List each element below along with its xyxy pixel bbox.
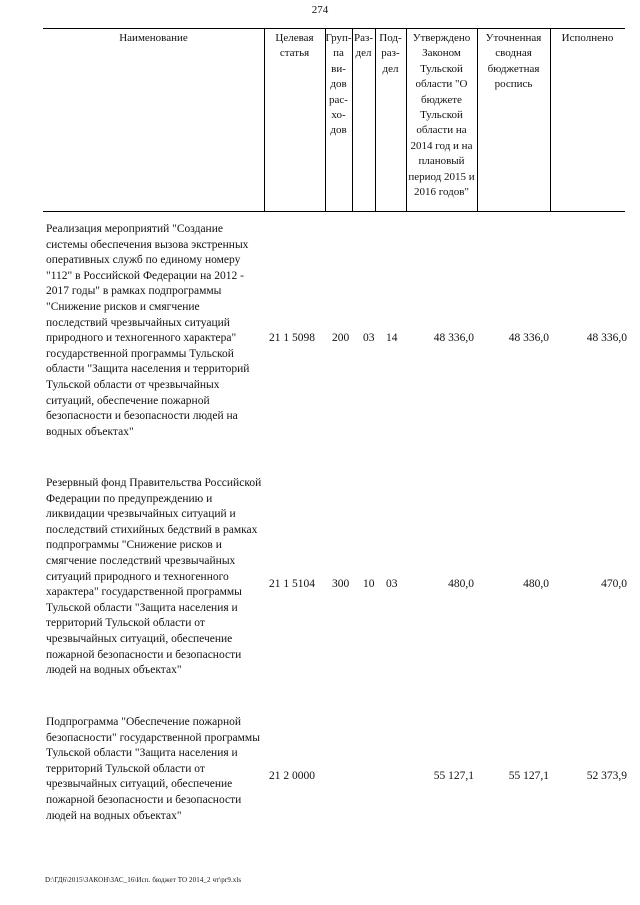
header-name: Наименование [119,32,188,44]
header-refined: Уточненная сводная бюджетная роспись [485,32,542,91]
row-expense-group: 200 [332,332,350,344]
table-header [43,28,625,212]
row-name: Резервный фонд Правительства Российской Федерации по предупреждению и ликвидации чрезвычайных ситуаций и последствий стихийных бедствий в рамках подпрограммы "Снижение рисков и смягчение последствий чрезвычайных ситуаций природного и техногенного характера" государственной программы Тульской области "Защита населения и территорий Тульской области от чрезвычайных ситуаций, обеспечение пожарной безопасности и безопасности людей на водных объектах" [46,477,262,677]
footer-file-path: D:\ГД6\2015\ЗАКОН\ЗАС_16\Исп. бюджет ТО 2014_2 чт\pr9.xls [45,876,242,884]
header-executed: Исполнено [561,32,614,44]
row-target-article: 21 1 5098 [269,332,315,344]
row-executed: 470,0 [601,578,627,590]
row-subsection: 03 [386,578,398,590]
row-approved: 48 336,0 [433,332,474,344]
row-section: 10 [363,578,375,590]
header-subsection: Под-раз-дел [379,32,402,75]
row-name: Подпрограмма "Обеспечение пожарной безопасности" государственной программы Тульской области "Защита населения и территорий Тульской области от чрезвычайных ситуаций, обеспечение пожарной безопасности и безопасности людей на водных объектах" [46,716,260,822]
row-subsection: 14 [386,332,398,344]
row-approved: 55 127,1 [433,770,474,782]
row-refined: 480,0 [523,578,549,590]
row-refined: 55 127,1 [508,770,549,782]
header-target-article: Целевая статья [275,32,314,60]
row-approved: 480,0 [448,578,474,590]
row-refined: 48 336,0 [508,332,549,344]
header-expense-group: Груп-па ви-дов рас-хо-дов [325,32,352,137]
row-expense-group: 300 [332,578,350,590]
header-section: Раз-дел [353,32,373,60]
row-executed: 52 373,9 [586,770,627,782]
row-executed: 48 336,0 [586,332,627,344]
page-number: 274 [311,4,329,16]
row-target-article: 21 1 5104 [269,578,315,590]
row-target-article: 21 2 0000 [269,770,315,782]
row-section: 03 [363,332,375,344]
row-name: Реализация мероприятий "Создание системы обеспечения вызова экстренных оперативных служб по единому номеру "112" в Российской Федерации на 2012 - 2017 годы" в рамках подпрограммы "Снижение рисков и смягчение последствий чрезвычайных ситуаций природного и техногенного характера" государственной программы Тульской области "Защита населения и территорий Тульской области от чрезвычайных ситуаций, обеспечение пожарной безопасности и безопасности людей на водных объектах" [46,223,250,438]
header-approved: Утверждено Законом Тульской области "О бюджете Тульской области на 2014 год и на плановый период 2015 и 2016 годов" [408,32,475,199]
